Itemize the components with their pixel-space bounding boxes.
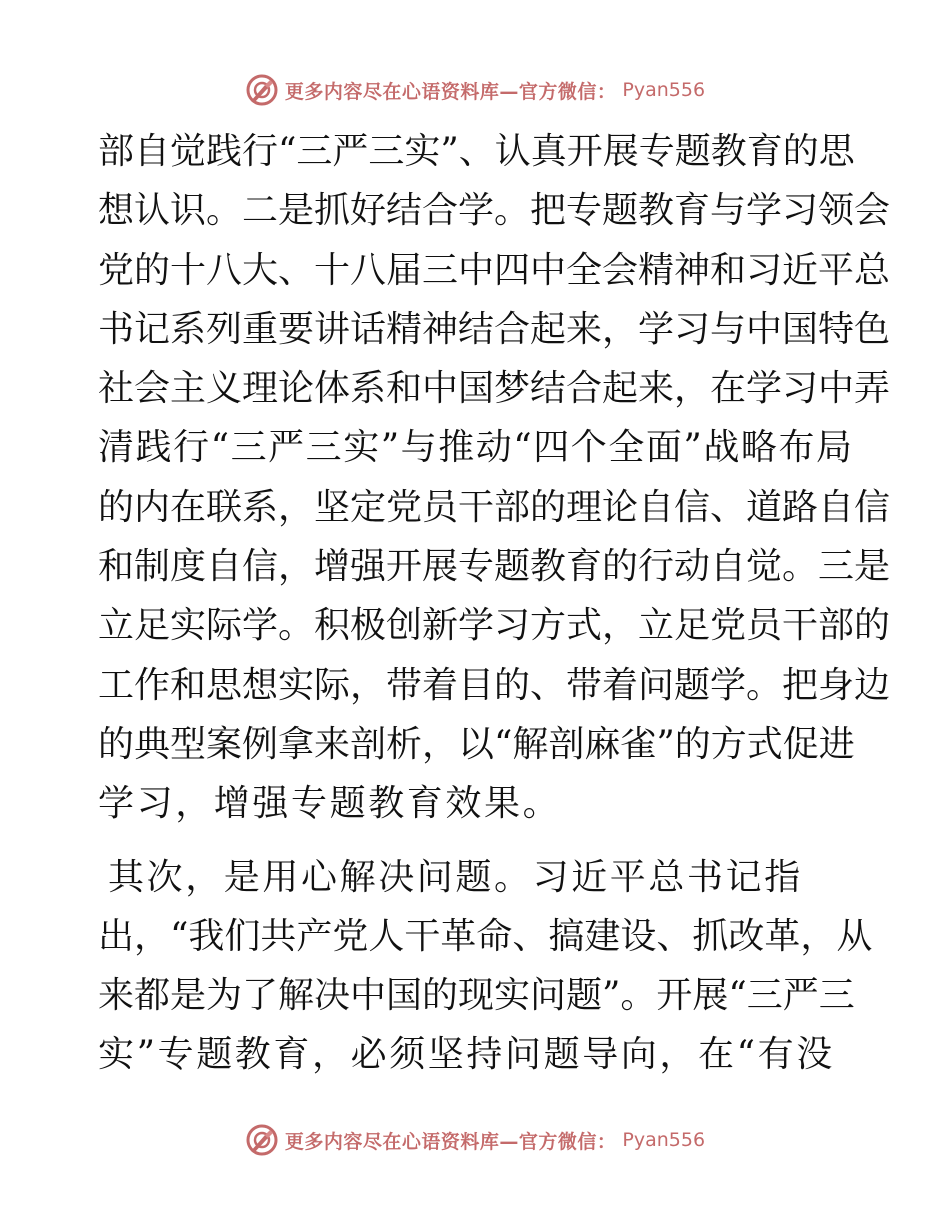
text-line: 学习，增强专题教育效果。 — [98, 783, 562, 825]
paragraph — [98, 848, 873, 1085]
text-line: 其次，是用心解决问题。习近平总书记指 — [108, 856, 803, 898]
wechat-id: Pyan556 — [622, 79, 706, 101]
text-line: 实”专题教育，必须坚持问题导向，在“有没 — [98, 1034, 835, 1076]
paragraph-spacer — [98, 834, 852, 848]
text-line: 出，“我们共产党人干革命、搞建设、抓改革，从 — [98, 915, 873, 957]
text-line: 的内在联系，坚定党员干部的理论自信、道路自信 — [98, 486, 891, 528]
document-body — [98, 122, 891, 1085]
footer-banner — [0, 1120, 950, 1160]
banner-text: 更多内容尽在心语资料库—官方微信： — [284, 1130, 617, 1153]
brand-logo-icon — [245, 73, 279, 107]
text-line: 和制度自信，增强开展专题教育的行动自觉。三是 — [98, 546, 891, 588]
text-line: 书记系列重要讲话精神结合起来，学习与中国特色 — [98, 308, 891, 350]
text-line: 社会主义理论体系和中国梦结合起来，在学习中弄 — [98, 368, 891, 410]
text-line: 来都是为了解决中国的现实问题”。开展“三严三 — [98, 975, 855, 1017]
text-line: 想认识。二是抓好结合学。把专题教育与学习领会 — [98, 190, 891, 232]
text-line: 党的十八大、十八届三中四中全会精神和习近平总 — [98, 249, 891, 291]
header-banner — [0, 70, 950, 110]
brand-logo-icon — [245, 1123, 279, 1157]
banner-text: 更多内容尽在心语资料库—官方微信： — [284, 80, 617, 103]
text-line: 工作和思想实际，带着目的、带着问题学。把身边 — [98, 664, 891, 706]
text-line: 部自觉践行“三严三实”、认真开展专题教育的思 — [98, 131, 855, 172]
text-line: 的典型案例拿来剖析，以“解剖麻雀”的方式促进 — [98, 723, 855, 765]
text-line: 清践行“三严三实”与推动“四个全面”战略布局 — [98, 427, 852, 469]
paragraph — [98, 122, 891, 834]
wechat-id: Pyan556 — [622, 1129, 706, 1151]
text-line: 立足实际学。积极创新学习方式，立足党员干部的 — [98, 605, 891, 647]
